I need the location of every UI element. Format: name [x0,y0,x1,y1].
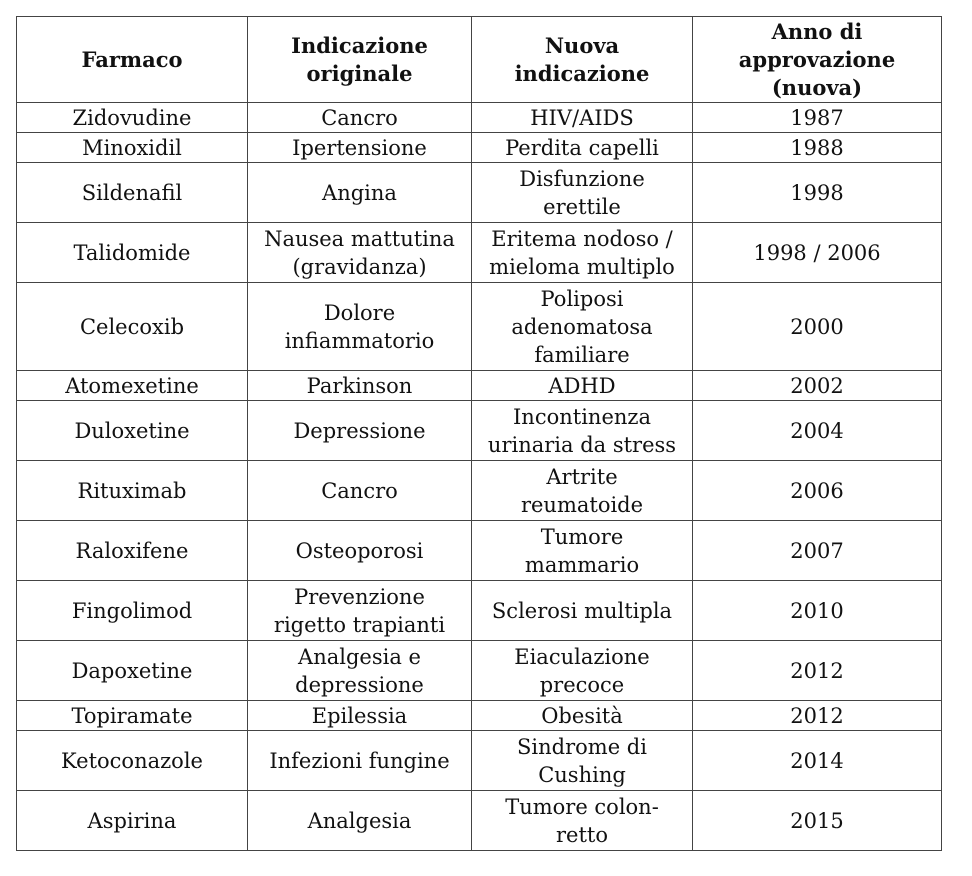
original-indication-cell: Dolore infiammatorio [248,283,472,371]
original-indication-cell: Ipertensione [248,133,472,163]
drug-name-cell: Sildenafil [17,163,248,223]
header-indicazione-originale: Indicazione originale [248,17,472,103]
drug-name-cell: Celecoxib [17,283,248,371]
table-row [17,103,942,133]
drug-name-cell: Raloxifene [17,521,248,581]
new-indication-cell: Poliposi adenomatosa familiare [472,283,693,371]
drug-name-cell: Rituximab [17,461,248,521]
original-indication-cell: Cancro [248,103,472,133]
original-indication-cell: Angina [248,163,472,223]
original-indication-cell: Parkinson [248,371,472,401]
table-row [17,133,942,163]
original-indication-cell: Analgesia [248,791,472,851]
table-row [17,581,942,641]
approval-year-cell: 1998 [693,163,942,223]
original-indication-cell: Analgesia e depressione [248,641,472,701]
table-row [17,401,942,461]
approval-year-cell: 2004 [693,401,942,461]
table-row [17,641,942,701]
new-indication-cell: Sindrome di Cushing [472,731,693,791]
new-indication-cell: Perdita capelli [472,133,693,163]
approval-year-cell: 2014 [693,731,942,791]
original-indication-cell: Osteoporosi [248,521,472,581]
approval-year-cell: 1998 / 2006 [693,223,942,283]
table-row [17,461,942,521]
approval-year-cell: 2012 [693,641,942,701]
original-indication-cell: Epilessia [248,701,472,731]
approval-year-cell: 2010 [693,581,942,641]
approval-year-cell: 2000 [693,283,942,371]
new-indication-cell: Sclerosi multipla [472,581,693,641]
drug-name-cell: Fingolimod [17,581,248,641]
table-row [17,223,942,283]
original-indication-cell: Nausea mattutina (gravidanza) [248,223,472,283]
drug-name-cell: Minoxidil [17,133,248,163]
drug-name-cell: Topiramate [17,701,248,731]
new-indication-cell: Incontinenza urinaria da stress [472,401,693,461]
header-anno-approvazione: Anno di approvazione (nuova) [693,17,942,103]
new-indication-cell: HIV/AIDS [472,103,693,133]
approval-year-cell: 2006 [693,461,942,521]
new-indication-cell: Eiaculazione precoce [472,641,693,701]
table-row [17,371,942,401]
drug-name-cell: Talidomide [17,223,248,283]
drug-name-cell: Duloxetine [17,401,248,461]
approval-year-cell: 2015 [693,791,942,851]
approval-year-cell: 2002 [693,371,942,401]
table-row [17,521,942,581]
table-row [17,163,942,223]
original-indication-cell: Prevenzione rigetto trapianti [248,581,472,641]
table-row [17,791,942,851]
new-indication-cell: Tumore mammario [472,521,693,581]
approval-year-cell: 1988 [693,133,942,163]
original-indication-cell: Depressione [248,401,472,461]
header-farmaco: Farmaco [17,17,248,103]
new-indication-cell: Artrite reumatoide [472,461,693,521]
new-indication-cell: ADHD [472,371,693,401]
new-indication-cell: Disfunzione erettile [472,163,693,223]
table-row [17,701,942,731]
drug-name-cell: Dapoxetine [17,641,248,701]
table-row [17,731,942,791]
approval-year-cell: 2007 [693,521,942,581]
approval-year-cell: 2012 [693,701,942,731]
header-row [17,17,942,103]
new-indication-cell: Tumore colon- retto [472,791,693,851]
table-body [17,103,942,851]
drug-repurposing-table [16,16,942,851]
original-indication-cell: Cancro [248,461,472,521]
drug-name-cell: Atomexetine [17,371,248,401]
table-row [17,283,942,371]
header-nuova-indicazione: Nuova indicazione [472,17,693,103]
approval-year-cell: 1987 [693,103,942,133]
new-indication-cell: Obesità [472,701,693,731]
new-indication-cell: Eritema nodoso / mieloma multiplo [472,223,693,283]
table-header [17,17,942,103]
drug-name-cell: Zidovudine [17,103,248,133]
original-indication-cell: Infezioni fungine [248,731,472,791]
drug-name-cell: Aspirina [17,791,248,851]
drug-name-cell: Ketoconazole [17,731,248,791]
